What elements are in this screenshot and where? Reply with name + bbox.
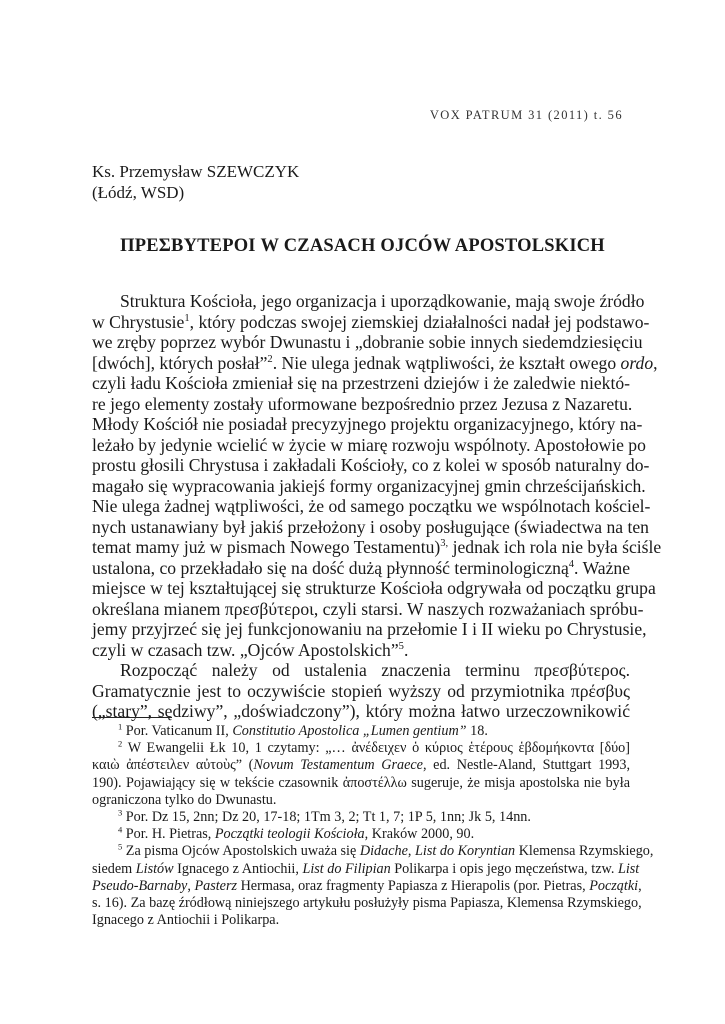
text-run: Klemensa Rzymskiego, xyxy=(515,843,654,860)
text-run: , który podczas swojej ziemskiej działalności nadał jej podstawo- xyxy=(189,311,650,332)
text-run: we zręby poprzez wybór Dwunastu i „dobranie sobie innych siedemdziesięciu xyxy=(92,332,643,352)
text-run: określana mianem πρεσβύτεροι, czyli starsi. W naszych rozważaniach spróbu- xyxy=(92,598,644,619)
text-run: („stary”, sędziwy”, „doświadczony”), który można łatwo urzeczownikowić xyxy=(92,701,630,721)
footnotes xyxy=(92,721,654,929)
author-block xyxy=(92,161,299,203)
text-run: Ignacego z Antiochii, xyxy=(173,860,303,877)
body-line xyxy=(92,516,649,538)
footnote-ref: 2 xyxy=(118,738,123,749)
body-line xyxy=(92,291,645,312)
body-line xyxy=(92,475,646,497)
text-run: Por. H. Pietras, xyxy=(122,826,215,843)
text-run: . xyxy=(403,639,409,660)
article-body xyxy=(92,291,662,722)
body-line xyxy=(92,578,656,599)
italic-text: Początki xyxy=(589,877,639,894)
body-line xyxy=(92,537,662,558)
text-run: , xyxy=(638,877,642,894)
footnote-line xyxy=(92,894,642,912)
italic-text: Didache xyxy=(359,843,408,860)
text-run: Młody Kościół nie posiadał precyzyjnego projektu organizacyjnego, który na- xyxy=(92,414,643,434)
footnote-ref: 3, xyxy=(440,538,449,550)
footnote-ref: 4 xyxy=(568,558,575,570)
text-run: czyli w czasach tzw. „Ojców Apostolskich” xyxy=(92,639,399,660)
italic-text: ordo xyxy=(620,352,654,373)
text-run: re jego elementy zostały uformowane bezpośrednio przez Jezusa z Nazaretu. xyxy=(92,393,633,414)
text-run: nych ustanawiany był jakiś przełożony i osoby posługujące (świadectwa na ten xyxy=(92,516,649,537)
italic-text: Novum Testamentum Graece xyxy=(253,757,423,774)
text-run: Hermasa, oraz fragmenty Papiasza z Hierapolis (por. Pietras, xyxy=(237,877,590,894)
text-run: siedem xyxy=(92,860,136,877)
italic-text: Listów xyxy=(135,860,174,877)
text-run: ustalona, co przekładało się na dość dużą płynność terminologiczną xyxy=(92,557,569,578)
text-run: , xyxy=(407,843,416,860)
footnote-ref: 1 xyxy=(118,721,123,732)
body-line xyxy=(92,496,651,517)
body-line xyxy=(92,619,647,640)
body-line xyxy=(92,701,630,722)
text-run: temat mamy już w pismach Nowego Testamentu) xyxy=(92,537,441,557)
running-head: VOX PATRUM 31 (2011) t. 56 xyxy=(429,108,623,122)
body-line xyxy=(92,558,630,579)
footnote-ref: 1 xyxy=(184,312,190,324)
body-line xyxy=(92,414,643,435)
text-run: . Nie ulega jednak wątpliwości, że kształt owego xyxy=(272,352,621,373)
footnote-line xyxy=(92,860,640,878)
text-run: . Ważne xyxy=(574,557,630,578)
italic-text: List xyxy=(617,860,640,877)
text-run: miejsce w tej kształtującej się strukturze Kościoła odgrywała od początku grupa xyxy=(92,578,656,598)
footnote-line xyxy=(92,912,630,929)
text-run: 190). Pojawiający się w tekście czasownik ἀποστέλλω sugeruje, że misja apostolska nie była xyxy=(92,774,630,791)
body-line xyxy=(92,332,643,353)
italic-text: Pasterz xyxy=(194,877,238,894)
italic-text: List do Filipian xyxy=(302,860,391,877)
body-line xyxy=(92,660,630,681)
text-run: , Kraków 2000, 90. xyxy=(364,826,475,843)
footnote-line xyxy=(92,792,630,809)
text-run: Por. Dz 15, 2nn; Dz 20, 17-18; 1Tm 3, 2; Tt 1, 7; 1P 5, 1nn; Jk 5, 14nn. xyxy=(122,808,531,825)
text-run: Za pisma Ojców Apostolskich uważa się xyxy=(122,843,360,860)
text-run: Nie ulega żadnej wątpliwości, że od samego początku we wspólnotach kościel- xyxy=(92,496,651,516)
footnote-ref: 5 xyxy=(398,640,404,652)
text-run: Ignacego z Antiochii i Polikarpa. xyxy=(92,912,280,929)
text-run: s. 16). Za bazę źródłową niniejszego artykułu posłużyły pisma Papiasza, Klemensa Rzymskiego, xyxy=(92,894,642,911)
footnote-line xyxy=(92,775,630,792)
body-line xyxy=(92,640,630,661)
text-run: jemy przyjrzeć się jej funkcjonowaniu na przełomie I i II wieku po Chrystusie, xyxy=(92,619,647,639)
text-run: , xyxy=(187,877,195,894)
footnote-line xyxy=(92,826,630,843)
footnote-line xyxy=(92,809,630,826)
body-line xyxy=(92,352,658,374)
footnote-separator xyxy=(92,717,172,718)
footnote-line xyxy=(92,841,654,860)
italic-text: Początki teologii Kościoła xyxy=(214,826,365,843)
text-run: , xyxy=(653,352,658,373)
body-line xyxy=(92,311,650,333)
text-run: Por. Vaticanum II, xyxy=(122,723,233,739)
body-line xyxy=(92,393,633,415)
text-run: jednak ich rola nie była ściśle xyxy=(448,537,662,557)
text-run: prostu głosili Chrystusa i zakładali Kościoły, co z kolei w sposób naturalny do- xyxy=(92,455,650,475)
footnote-ref: 5 xyxy=(118,841,123,852)
body-line xyxy=(92,434,646,456)
text-run: Struktura Kościoła, jego organizacja i uporządkowanie, mają swoje źródło xyxy=(120,291,645,311)
text-run: W Ewangelii Łk 10, 1 czytamy: „… ἀνέδειχεν ὁ κύριος ἑτέρους ἑβδομήκοντα [δύο] xyxy=(122,740,630,757)
footnote-line xyxy=(92,757,630,774)
footnote-line xyxy=(92,877,642,895)
article-title: ΠΡΕΣΒΥΤΕΡΟΙ W CZASACH OJCÓW APOSTOLSKICH xyxy=(120,236,605,256)
text-run: magało się wypracowania jakiejś formy organizacyjnej gmin chrześcijańskich. xyxy=(92,475,646,496)
footnote-ref: 3 xyxy=(118,807,123,818)
body-line xyxy=(92,455,650,476)
text-run: czyli ładu Kościoła zmieniał się na przestrzeni dziejów i że zaledwie niektó- xyxy=(92,373,630,393)
author-name: Ks. Przemysław SZEWCZYK xyxy=(92,162,300,181)
italic-text: Constitutio Apostolica „Lumen gentium” xyxy=(232,723,467,739)
text-run: w Chrystusie xyxy=(92,311,185,332)
text-run: 18. xyxy=(466,723,488,739)
author-affiliation: (Łódź, WSD) xyxy=(92,183,185,202)
text-run: καιὼ ἀπέστειλεν αὐτοὺς” ( xyxy=(92,757,254,774)
text-run: , ed. Nestle-Aland, Stuttgart 1993, xyxy=(422,757,631,774)
text-run: [dwóch], których posłał” xyxy=(92,352,268,373)
body-line xyxy=(92,373,630,394)
footnote-ref: 2 xyxy=(267,353,273,365)
italic-text: Pseudo-Barnaby xyxy=(92,877,188,894)
text-run: leżało by jedynie wcielić w życie w miarę rozwoju wspólnoty. Apostołowie po xyxy=(92,434,646,455)
text-run: Gramatycznie jest to oczywiście stopień wyższy od przymiotnika πρέσβυς xyxy=(92,680,630,701)
footnote-line xyxy=(92,740,630,757)
footnote-line xyxy=(92,723,630,740)
text-run: ograniczona tylko do Dwunastu. xyxy=(92,791,277,808)
footnote-ref: 4 xyxy=(118,824,123,835)
text-run: Rozpocząć należy od ustalenia znaczenia terminu πρεσβύτερος. xyxy=(120,660,630,680)
body-line xyxy=(92,598,644,620)
body-line xyxy=(92,681,630,702)
text-run: Polikarpa i opis jego męczeństwa, tzw. xyxy=(390,860,618,877)
italic-text: List do Koryntian xyxy=(415,843,516,860)
